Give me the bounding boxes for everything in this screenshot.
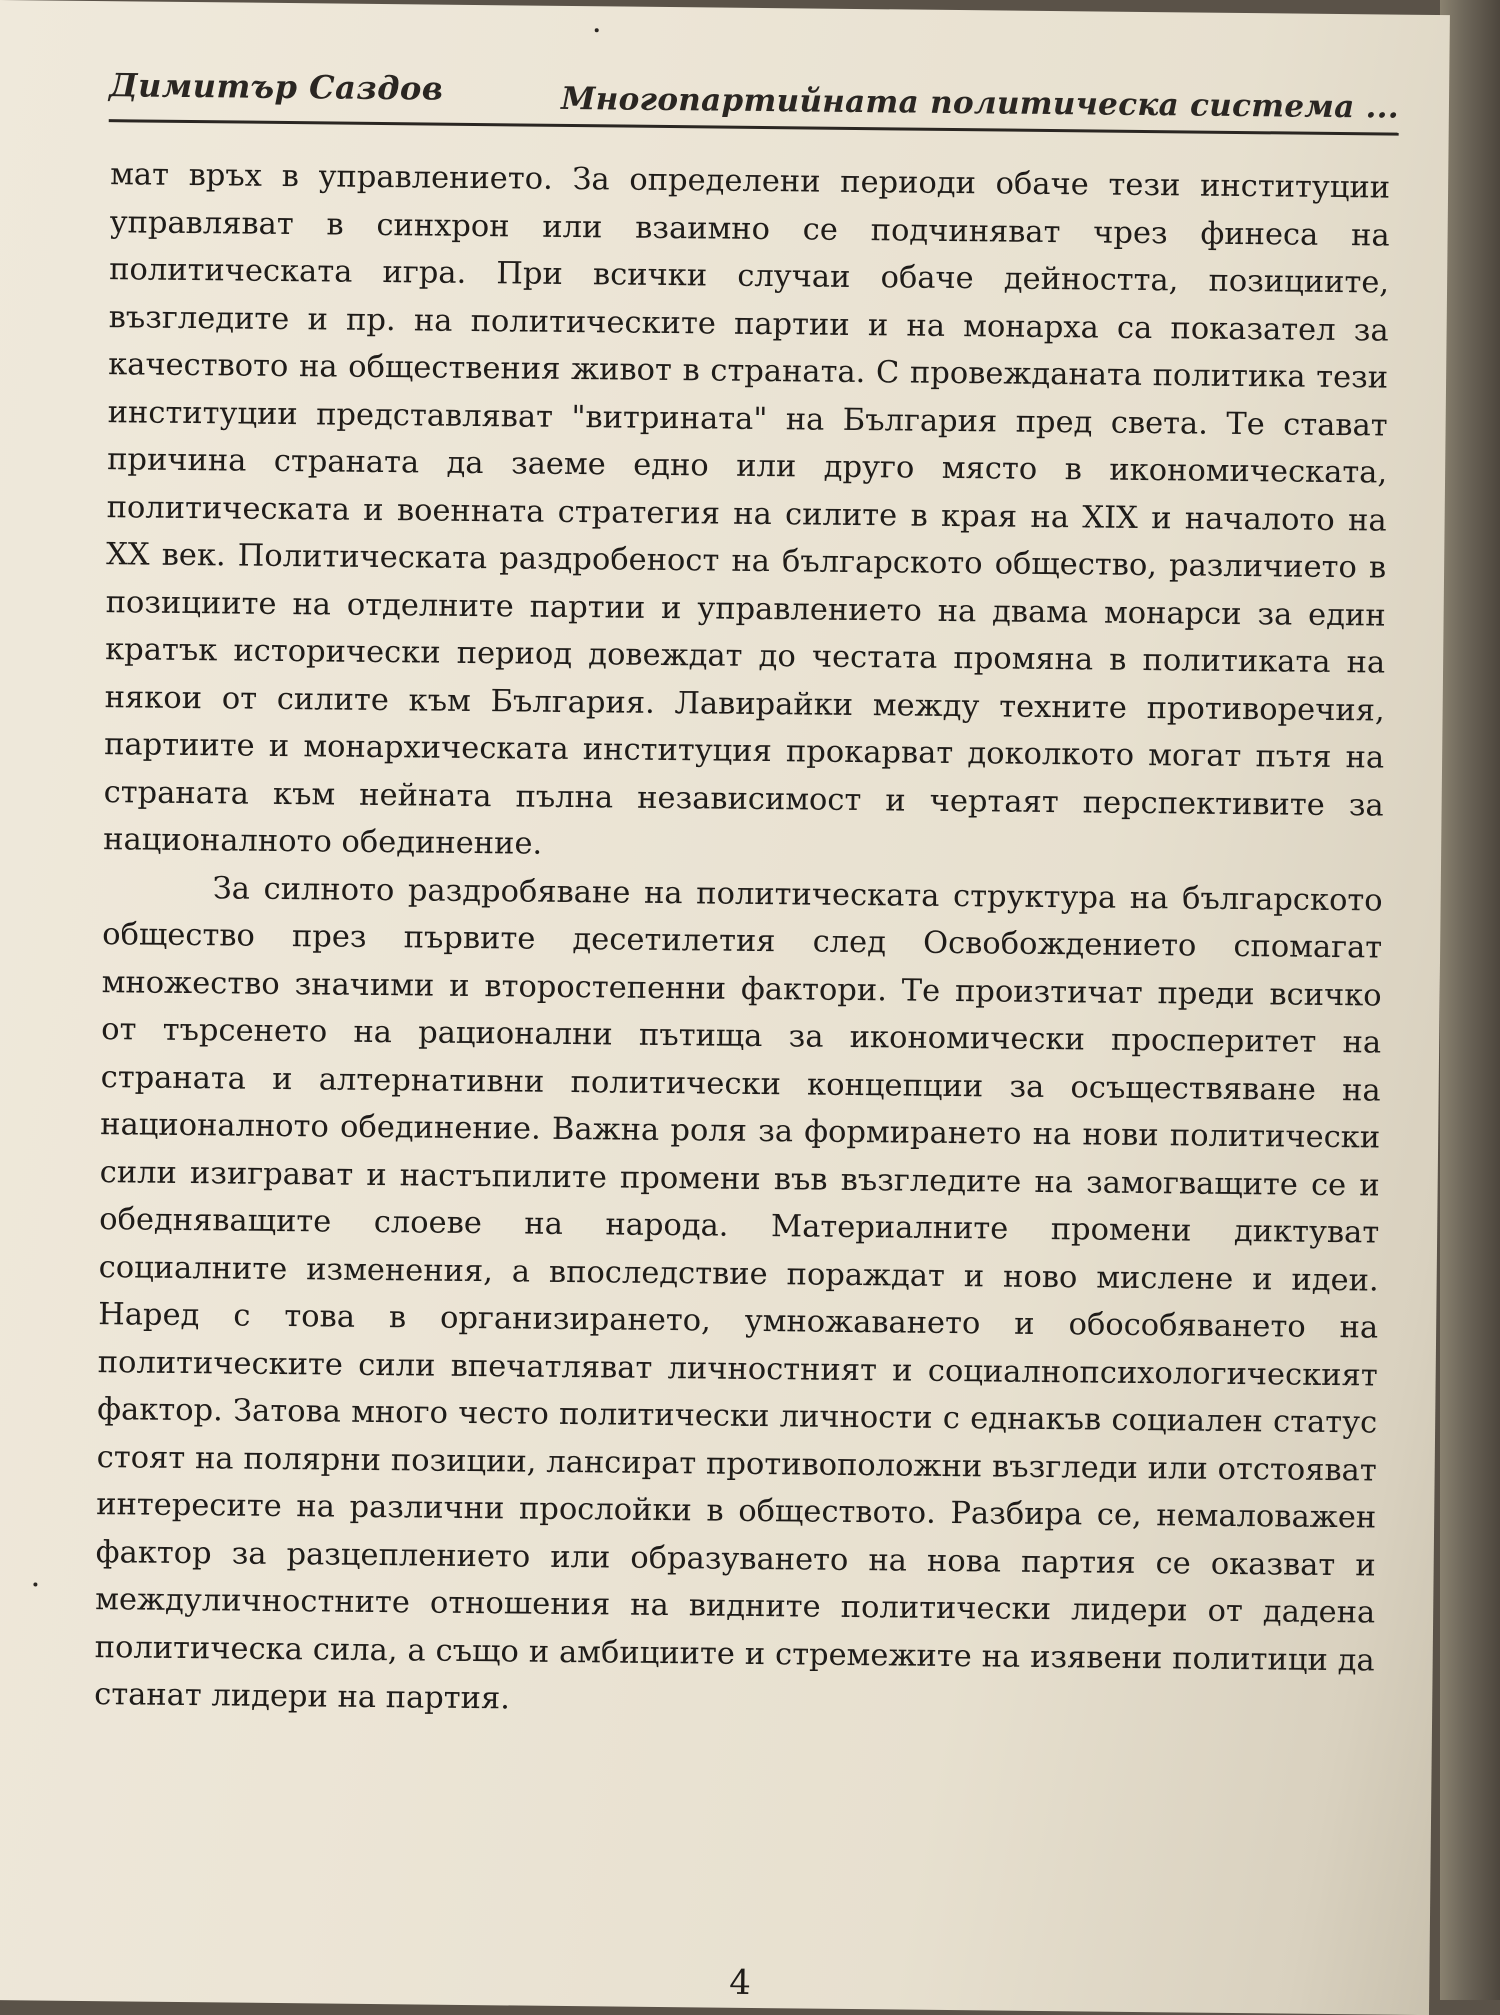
running-header [109, 66, 1399, 130]
header-author: Димитър Саздов [108, 66, 444, 108]
paper-speck [595, 28, 599, 32]
page-body [94, 151, 1390, 1732]
paragraph-2: За силното раздробяване на политическата структура на българското общество през първите десетилетия след Освобождението спомагат множество значими и второстепенни фактори. Те произтичат преди всичко от търсенето на рационални пътища за икономически просперитет на страната и алтернативни политически концепции за осъществяване на националното обединение. Важна роля за формирането на нови политически сили изиграват и настъпилите промени във възгледите на замогващите се и обедняващите слоеве на народа. Материалните промени диктуват социалните изменения, а впоследствие пораждат и ново мислене и идеи. Наред с това в организирането, умножаването и обособяването на политическите сили впечатляват личностният и социалнопсихологическият фактор. Затова много често политически личности с еднакъв социален статус стоят на полярни позиции, лансират противоположни възгледи или отстояват интересите на различни прослойки в обществото. Разбира се, немаловажен фактор за разцеплението или образуването на нова партия се оказват и междуличностните отношения на видните политически лидери от дадена политическа сила, а също и амбициите и стремежите на изявени политици да станат лидери на партия. [94, 870, 1383, 1717]
paragraph-1: мат връх в управлението. За определени периоди обаче тези институции управляват в синхрон или взаимно се подчиняват чрез финеса на политическата игра. При всички случаи обаче дейността, позициите, възгледите и пр. на политическите партии и на монарха са показател за качеството на обществения живот в страната. С провежданата политика тези институции представляват "витрината" на България пред света. Те стават причина страната да заеме едно или друго място в икономическата, политическата и военната стратегия на силите в края на XIX и началото на XX век. Политическата раздробеност на българското общество, различието в позициите на отделните партии и управлението на двама монарси за един кратък исторически период довеждат до честата промяна в политиката на някои от силите към България. Лавирайки между техните противоречия, партиите и монархическата институция прокарват доколкото могат пътя на страната към нейната пълна независимост и чертаят перспективите за националното обединение. [103, 157, 1391, 862]
header-title: Многопартийната политическа система ... [560, 80, 1400, 126]
desk-background [1440, 0, 1500, 2000]
page-number: 4 [729, 1962, 752, 2003]
paper-speck [33, 1582, 37, 1586]
